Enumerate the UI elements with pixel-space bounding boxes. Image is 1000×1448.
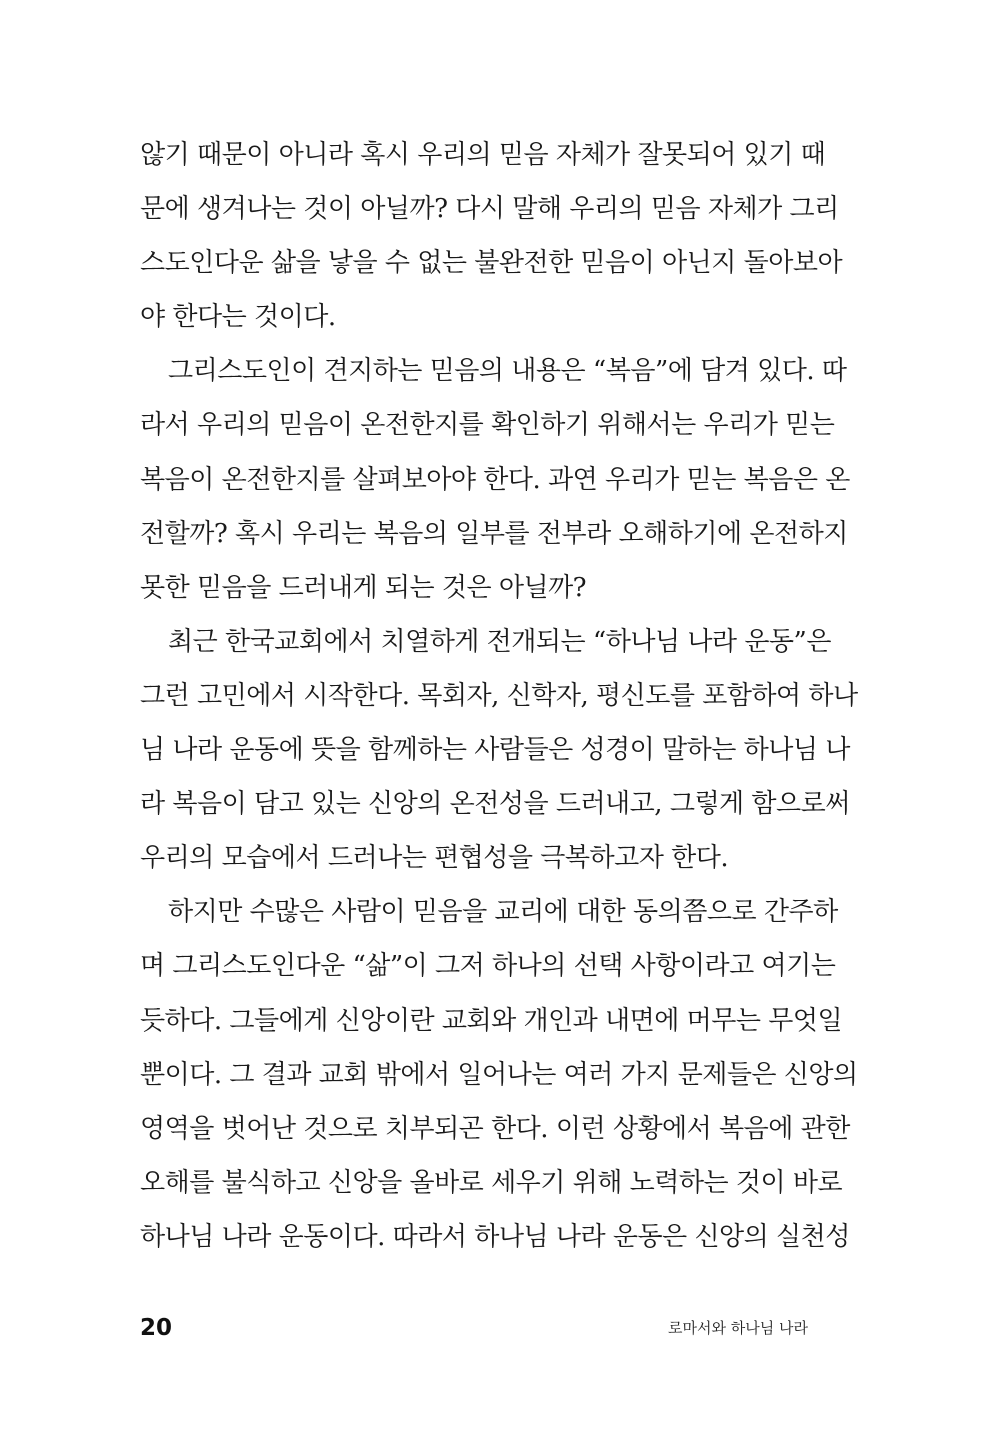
- text-line: 전할까? 혹시 우리는 복음의 일부를 전부라 오해하기에 온전하지: [140, 518, 848, 549]
- text-line: 하지만 수많은 사람이 믿음을 교리에 대한 동의쯤으로 간주하: [168, 897, 838, 928]
- text-line: 않기 때문이 아니라 혹시 우리의 믿음 자체가 잘못되어 있기 때: [140, 140, 826, 170]
- text-line: 최근 한국교회에서 치열하게 전개되는 “하나님 나라 운동”은: [168, 626, 831, 657]
- text-line: 오해를 불식하고 신앙을 올바로 세우기 위해 노력하는 것이 바로: [140, 1167, 843, 1198]
- text-line: 문에 생겨나는 것이 아닐까? 다시 말해 우리의 믿음 자체가 그리: [140, 194, 839, 225]
- text-line: 그리스도인이 견지하는 믿음의 내용은 “복음”에 담겨 있다. 따: [168, 356, 847, 387]
- text-line: 며 그리스도인다운 “삶”이 그저 하나의 선택 사항이라고 여기는: [140, 951, 836, 982]
- running-title: 로마서와 하나님 나라: [668, 1319, 808, 1337]
- text-line: 라 복음이 담고 있는 신앙의 온전성을 드러내고, 그렇게 함으로써: [140, 789, 850, 820]
- text-line: 복음이 온전한지를 살펴보아야 한다. 과연 우리가 믿는 복음은 온: [140, 464, 850, 495]
- text-line: 라서 우리의 믿음이 온전한지를 확인하기 위해서는 우리가 믿는: [140, 410, 835, 441]
- body-text: [140, 128, 858, 1264]
- text-line: 못한 믿음을 드러내게 되는 것은 아닐까?: [140, 572, 587, 603]
- text-line: 듯하다. 그들에게 신앙이란 교회와 개인과 내면에 머무는 무엇일: [140, 1005, 843, 1036]
- page-number: 20: [140, 1315, 173, 1341]
- text-line: 우리의 모습에서 드러나는 편협성을 극복하고자 한다.: [140, 843, 729, 874]
- text-line: 하나님 나라 운동이다. 따라서 하나님 나라 운동은 신앙의 실천성: [140, 1221, 850, 1252]
- text-line: 야 한다는 것이다.: [140, 302, 336, 333]
- text-line: 스도인다운 삶을 낳을 수 없는 불완전한 믿음이 아닌지 돌아보아: [140, 248, 843, 279]
- text-line: 뿐이다. 그 결과 교회 밖에서 일어나는 여러 가지 문제들은 신앙의: [140, 1059, 858, 1090]
- text-line: 그런 고민에서 시작한다. 목회자, 신학자, 평신도를 포함하여 하나: [140, 680, 858, 711]
- text-line: 님 나라 운동에 뜻을 함께하는 사람들은 성경이 말하는 하나님 나: [140, 735, 850, 766]
- page-footer: [140, 1308, 808, 1348]
- text-line: 영역을 벗어난 것으로 치부되곤 한다. 이런 상황에서 복음에 관한: [140, 1113, 850, 1144]
